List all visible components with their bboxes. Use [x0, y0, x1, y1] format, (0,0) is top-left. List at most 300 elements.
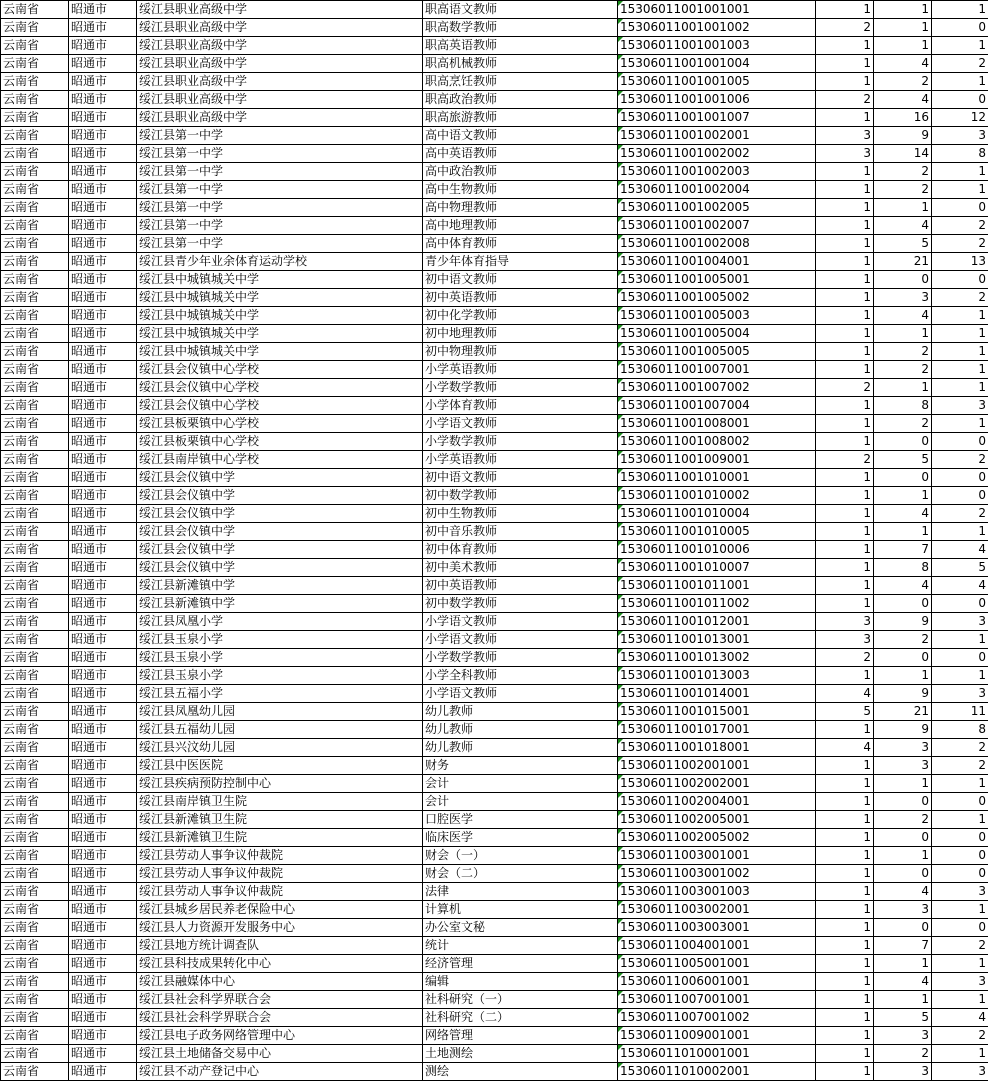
province-cell: 云南省 — [1, 685, 69, 703]
unit-cell: 绥江县劳动人事争议仲裁院 — [137, 847, 423, 865]
position-cell: 网络管理 — [423, 1027, 618, 1045]
unit-cell: 绥江县社会科学界联合会 — [137, 991, 423, 1009]
unit-cell: 绥江县融媒体中心 — [137, 973, 423, 991]
unit-cell: 绥江县玉泉小学 — [137, 649, 423, 667]
province-cell: 云南省 — [1, 577, 69, 595]
unit-cell: 绥江县玉泉小学 — [137, 631, 423, 649]
city-cell: 昭通市 — [69, 919, 137, 937]
quota-cell: 1 — [816, 307, 874, 325]
city-cell: 昭通市 — [69, 19, 137, 37]
applicants-cell: 3 — [874, 757, 932, 775]
unit-cell: 绥江县职业高级中学 — [137, 37, 423, 55]
unit-cell: 绥江县新滩镇中学 — [137, 577, 423, 595]
province-cell: 云南省 — [1, 901, 69, 919]
position-code-cell: 15306011001005004 — [618, 325, 816, 343]
position-cell: 初中数学教师 — [423, 595, 618, 613]
province-cell: 云南省 — [1, 1, 69, 19]
city-cell: 昭通市 — [69, 505, 137, 523]
applicants-cell: 0 — [874, 649, 932, 667]
unit-cell: 绥江县第一中学 — [137, 235, 423, 253]
quota-cell: 1 — [816, 109, 874, 127]
table-row — [1, 397, 988, 415]
position-code-cell: 15306011001007004 — [618, 397, 816, 415]
city-cell: 昭通市 — [69, 451, 137, 469]
city-cell: 昭通市 — [69, 397, 137, 415]
quota-cell: 1 — [816, 991, 874, 1009]
position-cell: 高中地理教师 — [423, 217, 618, 235]
unit-cell: 绥江县会仪镇中学 — [137, 559, 423, 577]
table-row — [1, 91, 988, 109]
position-cell: 幼儿教师 — [423, 703, 618, 721]
table-row — [1, 595, 988, 613]
approved-cell: 1 — [932, 325, 988, 343]
quota-cell: 1 — [816, 901, 874, 919]
city-cell: 昭通市 — [69, 181, 137, 199]
applicants-cell: 4 — [874, 91, 932, 109]
position-code-cell: 15306011001017001 — [618, 721, 816, 739]
applicants-cell: 2 — [874, 631, 932, 649]
table-row — [1, 649, 988, 667]
city-cell: 昭通市 — [69, 91, 137, 109]
approved-cell: 0 — [932, 595, 988, 613]
applicants-cell: 21 — [874, 253, 932, 271]
applicants-cell: 1 — [874, 523, 932, 541]
unit-cell: 绥江县板栗镇中心学校 — [137, 415, 423, 433]
approved-cell: 3 — [932, 127, 988, 145]
position-cell: 社科研究（二） — [423, 1009, 618, 1027]
applicants-cell: 2 — [874, 811, 932, 829]
unit-cell: 绥江县兴汶幼儿园 — [137, 739, 423, 757]
quota-cell: 1 — [816, 325, 874, 343]
approved-cell: 1 — [932, 667, 988, 685]
applicants-cell: 9 — [874, 721, 932, 739]
applicants-cell: 1 — [874, 37, 932, 55]
position-code-cell: 15306011003001003 — [618, 883, 816, 901]
city-cell: 昭通市 — [69, 667, 137, 685]
position-code-cell: 15306011003001001 — [618, 847, 816, 865]
city-cell: 昭通市 — [69, 865, 137, 883]
approved-cell: 1 — [932, 343, 988, 361]
quota-cell: 5 — [816, 703, 874, 721]
table-row — [1, 901, 988, 919]
position-code-cell: 15306011001007002 — [618, 379, 816, 397]
approved-cell: 13 — [932, 253, 988, 271]
unit-cell: 绥江县第一中学 — [137, 163, 423, 181]
applicants-cell: 1 — [874, 1, 932, 19]
approved-cell: 2 — [932, 757, 988, 775]
province-cell: 云南省 — [1, 487, 69, 505]
table-row — [1, 955, 988, 973]
applicants-cell: 1 — [874, 379, 932, 397]
city-cell: 昭通市 — [69, 577, 137, 595]
table-row — [1, 523, 988, 541]
applicants-cell: 1 — [874, 775, 932, 793]
applicants-cell: 0 — [874, 829, 932, 847]
province-cell: 云南省 — [1, 919, 69, 937]
approved-cell: 2 — [932, 235, 988, 253]
position-cell: 高中语文教师 — [423, 127, 618, 145]
approved-cell: 2 — [932, 1027, 988, 1045]
position-code-cell: 15306011007001001 — [618, 991, 816, 1009]
province-cell: 云南省 — [1, 649, 69, 667]
province-cell: 云南省 — [1, 343, 69, 361]
position-code-cell: 15306011005001001 — [618, 955, 816, 973]
position-cell: 小学数学教师 — [423, 379, 618, 397]
quota-cell: 1 — [816, 199, 874, 217]
quota-cell: 1 — [816, 181, 874, 199]
unit-cell: 绥江县第一中学 — [137, 181, 423, 199]
position-cell: 高中体育教师 — [423, 235, 618, 253]
approved-cell: 3 — [932, 613, 988, 631]
quota-cell: 1 — [816, 775, 874, 793]
position-code-cell: 15306011001005001 — [618, 271, 816, 289]
position-cell: 法律 — [423, 883, 618, 901]
table-row — [1, 73, 988, 91]
position-cell: 财务 — [423, 757, 618, 775]
applicants-cell: 4 — [874, 217, 932, 235]
approved-cell: 1 — [932, 523, 988, 541]
quota-cell: 1 — [816, 1009, 874, 1027]
position-code-cell: 15306011001004001 — [618, 253, 816, 271]
position-code-cell: 15306011001010004 — [618, 505, 816, 523]
unit-cell: 绥江县不动产登记中心 — [137, 1063, 423, 1081]
table-row — [1, 307, 988, 325]
city-cell: 昭通市 — [69, 739, 137, 757]
quota-cell: 1 — [816, 433, 874, 451]
province-cell: 云南省 — [1, 433, 69, 451]
table-row — [1, 361, 988, 379]
unit-cell: 绥江县新滩镇卫生院 — [137, 811, 423, 829]
position-cell: 统计 — [423, 937, 618, 955]
city-cell: 昭通市 — [69, 1045, 137, 1063]
applicants-cell: 1 — [874, 991, 932, 1009]
position-cell: 小学数学教师 — [423, 649, 618, 667]
applicants-cell: 9 — [874, 613, 932, 631]
table-row — [1, 271, 988, 289]
quota-cell: 3 — [816, 613, 874, 631]
position-cell: 小学体育教师 — [423, 397, 618, 415]
table-row — [1, 55, 988, 73]
approved-cell: 1 — [932, 901, 988, 919]
unit-cell: 绥江县会仪镇中学 — [137, 487, 423, 505]
province-cell: 云南省 — [1, 415, 69, 433]
position-code-cell: 15306011001002007 — [618, 217, 816, 235]
quota-cell: 1 — [816, 757, 874, 775]
approved-cell: 0 — [932, 469, 988, 487]
province-cell: 云南省 — [1, 1027, 69, 1045]
approved-cell: 0 — [932, 199, 988, 217]
province-cell: 云南省 — [1, 541, 69, 559]
approved-cell: 1 — [932, 361, 988, 379]
approved-cell: 0 — [932, 19, 988, 37]
position-cell: 小学数学教师 — [423, 433, 618, 451]
applicants-cell: 0 — [874, 433, 932, 451]
position-cell: 临床医学 — [423, 829, 618, 847]
quota-cell: 1 — [816, 829, 874, 847]
applicants-cell: 1 — [874, 955, 932, 973]
position-cell: 社科研究（一） — [423, 991, 618, 1009]
approved-cell: 2 — [932, 451, 988, 469]
quota-cell: 1 — [816, 163, 874, 181]
unit-cell: 绥江县中城镇城关中学 — [137, 289, 423, 307]
applicants-cell: 4 — [874, 55, 932, 73]
unit-cell: 绥江县职业高级中学 — [137, 91, 423, 109]
position-cell: 编辑 — [423, 973, 618, 991]
applicants-cell: 21 — [874, 703, 932, 721]
position-cell: 小学语文教师 — [423, 631, 618, 649]
position-code-cell: 15306011003001002 — [618, 865, 816, 883]
table-row — [1, 1045, 988, 1063]
quota-cell: 3 — [816, 631, 874, 649]
position-code-cell: 15306011001005002 — [618, 289, 816, 307]
province-cell: 云南省 — [1, 73, 69, 91]
applicants-cell: 4 — [874, 973, 932, 991]
province-cell: 云南省 — [1, 307, 69, 325]
applicants-cell: 0 — [874, 271, 932, 289]
quota-cell: 1 — [816, 973, 874, 991]
city-cell: 昭通市 — [69, 307, 137, 325]
position-code-cell: 15306011009001001 — [618, 1027, 816, 1045]
position-cell: 初中语文教师 — [423, 469, 618, 487]
applicants-cell: 2 — [874, 73, 932, 91]
table-row — [1, 253, 988, 271]
applicants-cell: 2 — [874, 343, 932, 361]
unit-cell: 绥江县中城镇城关中学 — [137, 307, 423, 325]
quota-cell: 1 — [816, 73, 874, 91]
applicants-cell: 2 — [874, 1045, 932, 1063]
approved-cell: 4 — [932, 1009, 988, 1027]
province-cell: 云南省 — [1, 775, 69, 793]
province-cell: 云南省 — [1, 289, 69, 307]
table-row — [1, 811, 988, 829]
position-cell: 职高机械教师 — [423, 55, 618, 73]
position-code-cell: 15306011001014001 — [618, 685, 816, 703]
position-code-cell: 15306011001015001 — [618, 703, 816, 721]
approved-cell: 1 — [932, 181, 988, 199]
position-code-cell: 15306011001007001 — [618, 361, 816, 379]
applicants-cell: 5 — [874, 235, 932, 253]
quota-cell: 1 — [816, 793, 874, 811]
province-cell: 云南省 — [1, 991, 69, 1009]
applicants-cell: 9 — [874, 127, 932, 145]
table-row — [1, 559, 988, 577]
unit-cell: 绥江县职业高级中学 — [137, 73, 423, 91]
applicants-cell: 0 — [874, 919, 932, 937]
quota-cell: 1 — [816, 523, 874, 541]
quota-cell: 1 — [816, 271, 874, 289]
city-cell: 昭通市 — [69, 613, 137, 631]
quota-cell: 1 — [816, 55, 874, 73]
approved-cell: 1 — [932, 307, 988, 325]
province-cell: 云南省 — [1, 973, 69, 991]
table-row — [1, 451, 988, 469]
city-cell: 昭通市 — [69, 487, 137, 505]
approved-cell: 1 — [932, 811, 988, 829]
approved-cell: 0 — [932, 829, 988, 847]
city-cell: 昭通市 — [69, 595, 137, 613]
applicants-cell: 2 — [874, 415, 932, 433]
province-cell: 云南省 — [1, 469, 69, 487]
position-cell: 测绘 — [423, 1063, 618, 1081]
province-cell: 云南省 — [1, 91, 69, 109]
position-code-cell: 15306011001010001 — [618, 469, 816, 487]
unit-cell: 绥江县新滩镇中学 — [137, 595, 423, 613]
table-row — [1, 1063, 988, 1081]
position-cell: 小学语文教师 — [423, 415, 618, 433]
quota-cell: 1 — [816, 811, 874, 829]
province-cell: 云南省 — [1, 667, 69, 685]
quota-cell: 1 — [816, 361, 874, 379]
applicants-cell: 3 — [874, 901, 932, 919]
unit-cell: 绥江县劳动人事争议仲裁院 — [137, 883, 423, 901]
applicants-cell: 5 — [874, 1009, 932, 1027]
table-row — [1, 721, 988, 739]
province-cell: 云南省 — [1, 757, 69, 775]
unit-cell: 绥江县中城镇城关中学 — [137, 271, 423, 289]
approved-cell: 1 — [932, 1045, 988, 1063]
province-cell: 云南省 — [1, 1009, 69, 1027]
city-cell: 昭通市 — [69, 253, 137, 271]
approved-cell: 2 — [932, 505, 988, 523]
quota-cell: 1 — [816, 955, 874, 973]
city-cell: 昭通市 — [69, 757, 137, 775]
city-cell: 昭通市 — [69, 235, 137, 253]
unit-cell: 绥江县新滩镇卫生院 — [137, 829, 423, 847]
approved-cell: 3 — [932, 1063, 988, 1081]
applicants-cell: 4 — [874, 505, 932, 523]
position-cell: 初中语文教师 — [423, 271, 618, 289]
city-cell: 昭通市 — [69, 145, 137, 163]
unit-cell: 绥江县会仪镇中学 — [137, 505, 423, 523]
city-cell: 昭通市 — [69, 469, 137, 487]
applicants-cell: 3 — [874, 1063, 932, 1081]
approved-cell: 1 — [932, 631, 988, 649]
position-code-cell: 15306011002004001 — [618, 793, 816, 811]
city-cell: 昭通市 — [69, 991, 137, 1009]
approved-cell: 3 — [932, 883, 988, 901]
approved-cell: 5 — [932, 559, 988, 577]
position-code-cell: 15306011003002001 — [618, 901, 816, 919]
province-cell: 云南省 — [1, 703, 69, 721]
applicants-cell: 1 — [874, 847, 932, 865]
position-cell: 青少年体育指导 — [423, 253, 618, 271]
approved-cell: 1 — [932, 379, 988, 397]
position-code-cell: 15306011002001001 — [618, 757, 816, 775]
unit-cell: 绥江县职业高级中学 — [137, 19, 423, 37]
position-cell: 幼儿教师 — [423, 721, 618, 739]
unit-cell: 绥江县会仪镇中学 — [137, 523, 423, 541]
position-code-cell: 15306011001013003 — [618, 667, 816, 685]
applicants-cell: 4 — [874, 307, 932, 325]
city-cell: 昭通市 — [69, 883, 137, 901]
quota-cell: 4 — [816, 685, 874, 703]
table-row — [1, 289, 988, 307]
quota-cell: 2 — [816, 649, 874, 667]
position-code-cell: 15306011001002005 — [618, 199, 816, 217]
position-code-cell: 15306011010001001 — [618, 1045, 816, 1063]
quota-cell: 1 — [816, 937, 874, 955]
position-cell: 高中物理教师 — [423, 199, 618, 217]
quota-cell: 1 — [816, 883, 874, 901]
position-cell: 职高数学教师 — [423, 19, 618, 37]
position-cell: 初中体育教师 — [423, 541, 618, 559]
table-row — [1, 829, 988, 847]
quota-cell: 4 — [816, 739, 874, 757]
table-row — [1, 199, 988, 217]
city-cell: 昭通市 — [69, 685, 137, 703]
position-cell: 初中美术教师 — [423, 559, 618, 577]
province-cell: 云南省 — [1, 19, 69, 37]
province-cell: 云南省 — [1, 379, 69, 397]
city-cell: 昭通市 — [69, 73, 137, 91]
unit-cell: 绥江县五福幼儿园 — [137, 721, 423, 739]
approved-cell: 11 — [932, 703, 988, 721]
table-row — [1, 541, 988, 559]
city-cell: 昭通市 — [69, 109, 137, 127]
position-code-cell: 15306011001001002 — [618, 19, 816, 37]
applicants-cell: 16 — [874, 109, 932, 127]
quota-cell: 1 — [816, 721, 874, 739]
position-code-cell: 15306011003003001 — [618, 919, 816, 937]
position-cell: 高中政治教师 — [423, 163, 618, 181]
table-row — [1, 577, 988, 595]
unit-cell: 绥江县南岸镇卫生院 — [137, 793, 423, 811]
applicants-cell: 1 — [874, 487, 932, 505]
city-cell: 昭通市 — [69, 55, 137, 73]
table-row — [1, 487, 988, 505]
position-cell: 财会（一） — [423, 847, 618, 865]
unit-cell: 绥江县中城镇城关中学 — [137, 343, 423, 361]
province-cell: 云南省 — [1, 505, 69, 523]
unit-cell: 绥江县职业高级中学 — [137, 109, 423, 127]
position-cell: 会计 — [423, 793, 618, 811]
position-code-cell: 15306011001001001 — [618, 1, 816, 19]
quota-cell: 1 — [816, 343, 874, 361]
applicants-cell: 3 — [874, 289, 932, 307]
table-row — [1, 469, 988, 487]
province-cell: 云南省 — [1, 595, 69, 613]
city-cell: 昭通市 — [69, 163, 137, 181]
city-cell: 昭通市 — [69, 631, 137, 649]
city-cell: 昭通市 — [69, 811, 137, 829]
city-cell: 昭通市 — [69, 937, 137, 955]
approved-cell: 3 — [932, 973, 988, 991]
city-cell: 昭通市 — [69, 649, 137, 667]
approved-cell: 4 — [932, 541, 988, 559]
applicants-cell: 0 — [874, 793, 932, 811]
position-cell: 职高烹饪教师 — [423, 73, 618, 91]
position-code-cell: 15306011001010002 — [618, 487, 816, 505]
unit-cell: 绥江县板栗镇中心学校 — [137, 433, 423, 451]
position-code-cell: 15306011002005002 — [618, 829, 816, 847]
approved-cell: 2 — [932, 217, 988, 235]
table-row — [1, 145, 988, 163]
city-cell: 昭通市 — [69, 541, 137, 559]
approved-cell: 1 — [932, 37, 988, 55]
approved-cell: 0 — [932, 793, 988, 811]
quota-cell: 1 — [816, 577, 874, 595]
unit-cell: 绥江县会仪镇中心学校 — [137, 397, 423, 415]
city-cell: 昭通市 — [69, 775, 137, 793]
city-cell: 昭通市 — [69, 1009, 137, 1027]
position-code-cell: 15306011001010006 — [618, 541, 816, 559]
city-cell: 昭通市 — [69, 127, 137, 145]
position-code-cell: 15306011001002003 — [618, 163, 816, 181]
position-code-cell: 15306011001011001 — [618, 577, 816, 595]
city-cell: 昭通市 — [69, 271, 137, 289]
city-cell: 昭通市 — [69, 703, 137, 721]
position-cell: 土地测绘 — [423, 1045, 618, 1063]
